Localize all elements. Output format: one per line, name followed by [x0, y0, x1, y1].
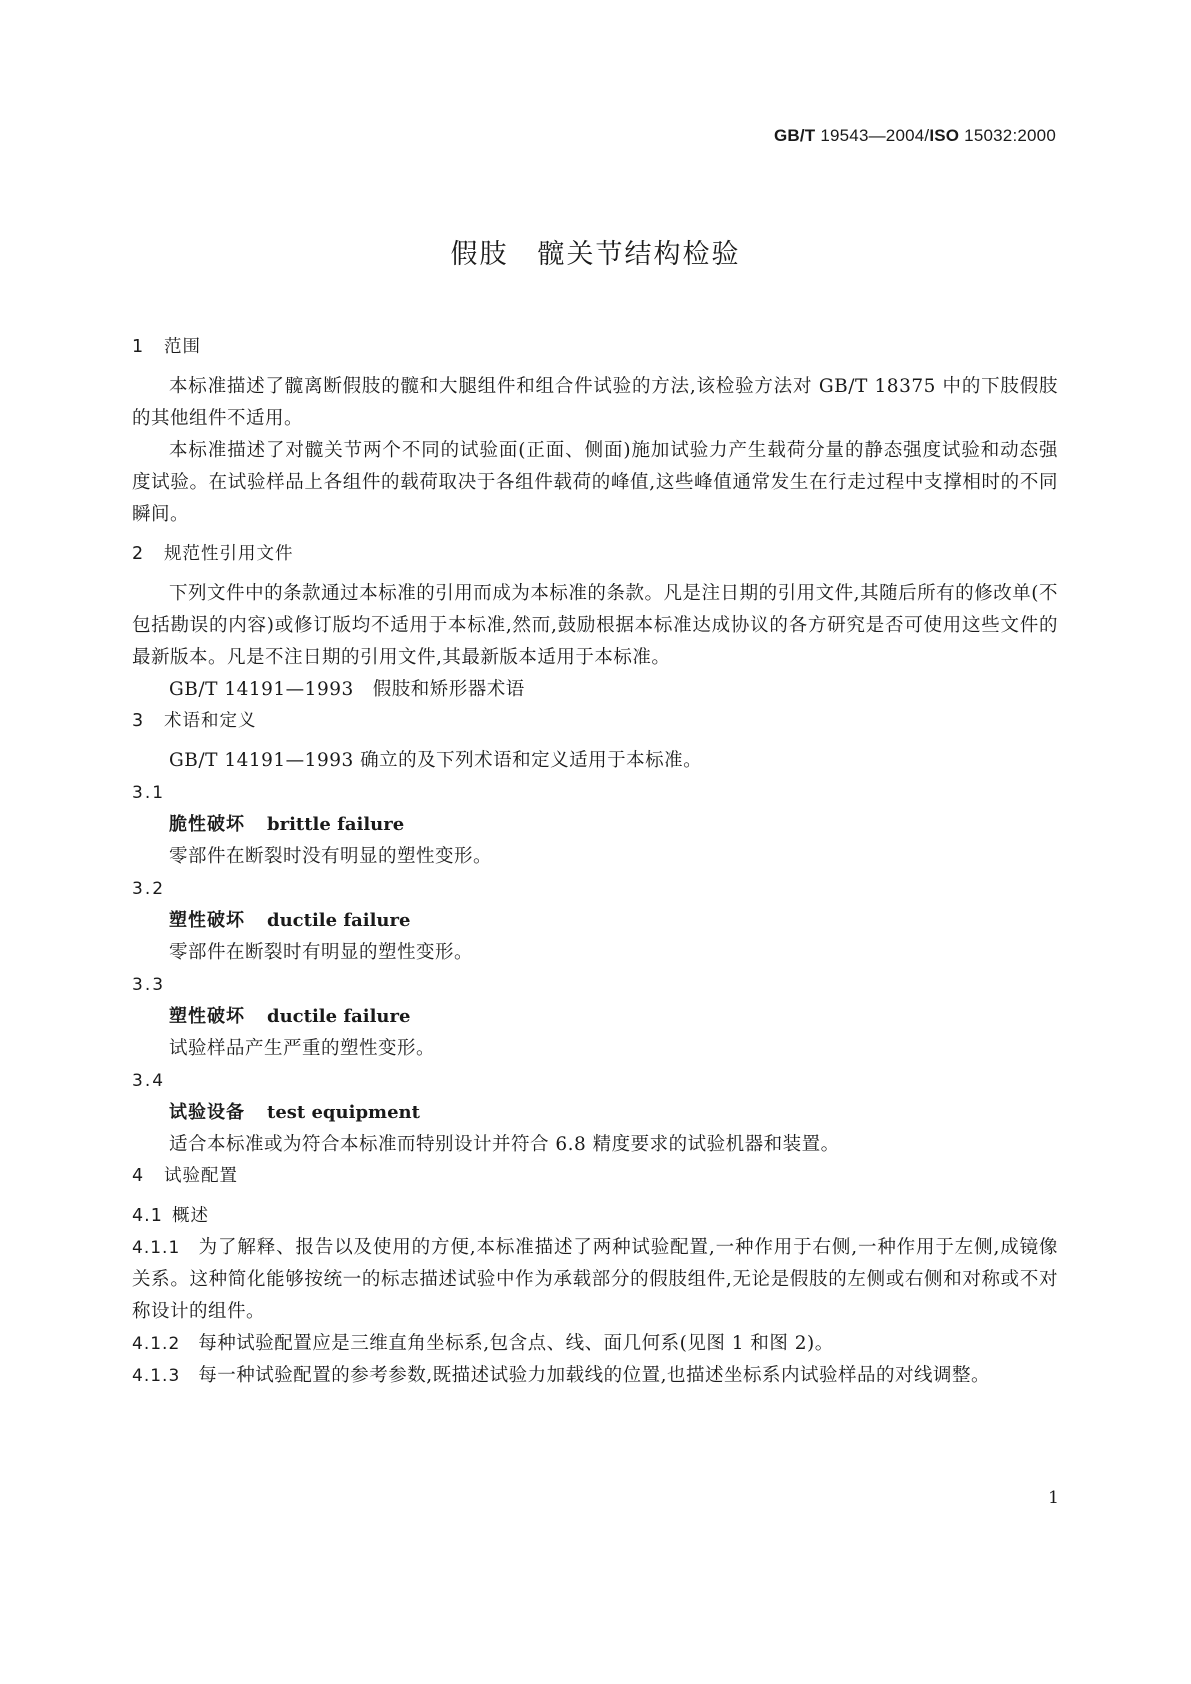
paragraph: 本标准描述了髋离断假肢的髋和大腿组件和组合件试验的方法,该检验方法对 GB/T 18375 中的下肢假肢的其他组件不适用。: [132, 376, 1058, 429]
section-heading: 3 术语和定义: [132, 711, 257, 731]
term-number: 3.3: [132, 975, 166, 995]
term-definition: 试验样品产生严重的塑性变形。: [169, 1038, 436, 1059]
normative-reference: GB/T 14191—1993 假肢和矫形器术语: [169, 679, 525, 700]
clause: 4.1.1 为了解释、报告以及使用的方便,本标准描述了两种试验配置,一种作用于右侧,一种作用于左侧,成镜像关系。这种简化能够按统一的标志描述试验中作为承载部分的假肢组件,无论是假肢的左侧或右侧和对称或不对称设计的组件。: [132, 1237, 1058, 1322]
section-heading: 1 范围: [132, 337, 201, 357]
section-heading: 4 试验配置: [132, 1166, 238, 1186]
term-name: 塑性破坏 ductile failure: [169, 910, 411, 931]
term-name: 脆性破坏 brittle failure: [169, 814, 405, 835]
paragraph: 本标准描述了对髋关节两个不同的试验面(正面、侧面)施加试验力产生载荷分量的静态强度试验和动态强度试验。在试验样品上各组件的载荷取决于各组件载荷的峰值,这些峰值通常发生在行走过程中支撑相时的不同瞬间。: [132, 440, 1058, 525]
term-definition: 零部件在断裂时没有明显的塑性变形。: [169, 846, 493, 867]
document-body: [132, 332, 1058, 1392]
term-number: 3.2: [132, 879, 166, 899]
section-heading: 2 规范性引用文件: [132, 544, 294, 564]
std-code-gbt: GB/T: [773, 126, 816, 145]
paragraph: GB/T 14191—1993 确立的及下列术语和定义适用于本标准。: [169, 750, 703, 771]
document-title: 假肢 髋关节结构检验: [450, 239, 741, 270]
subsection-heading: 4.1 概述: [132, 1206, 209, 1226]
page-number: 1: [1048, 1488, 1059, 1508]
term-definition: 零部件在断裂时有明显的塑性变形。: [169, 942, 474, 963]
clause: 4.1.3 每一种试验配置的参考参数,既描述试验力加载线的位置,也描述坐标系内试验样品的对线调整。: [132, 1365, 991, 1386]
term-definition: 适合本标准或为符合本标准而特别设计并符合 6.8 精度要求的试验机器和装置。: [169, 1134, 840, 1155]
std-code-number: 19543—2004/: [820, 126, 930, 145]
standard-code: [774, 126, 1056, 146]
term-name: 试验设备 test equipment: [169, 1102, 420, 1123]
paragraph: 下列文件中的条款通过本标准的引用而成为本标准的条款。凡是注日期的引用文件,其随后所有的修改单(不包括勘误的内容)或修订版均不适用于本标准,然而,鼓励根据本标准达成协议的各方研究是否可使用这些文件的最新版本。凡是不注日期的引用文件,其最新版本适用于本标准。: [132, 583, 1058, 668]
term-name: 塑性破坏 ductile failure: [169, 1006, 411, 1027]
term-number: 3.1: [132, 783, 166, 803]
clause: 4.1.2 每种试验配置应是三维直角坐标系,包含点、线、面几何系(见图 1 和图 2)。: [132, 1333, 834, 1354]
std-code-iso: ISO: [929, 126, 960, 145]
term-number: 3.4: [132, 1071, 166, 1091]
std-code-iso-number: 15032:2000: [964, 126, 1056, 145]
